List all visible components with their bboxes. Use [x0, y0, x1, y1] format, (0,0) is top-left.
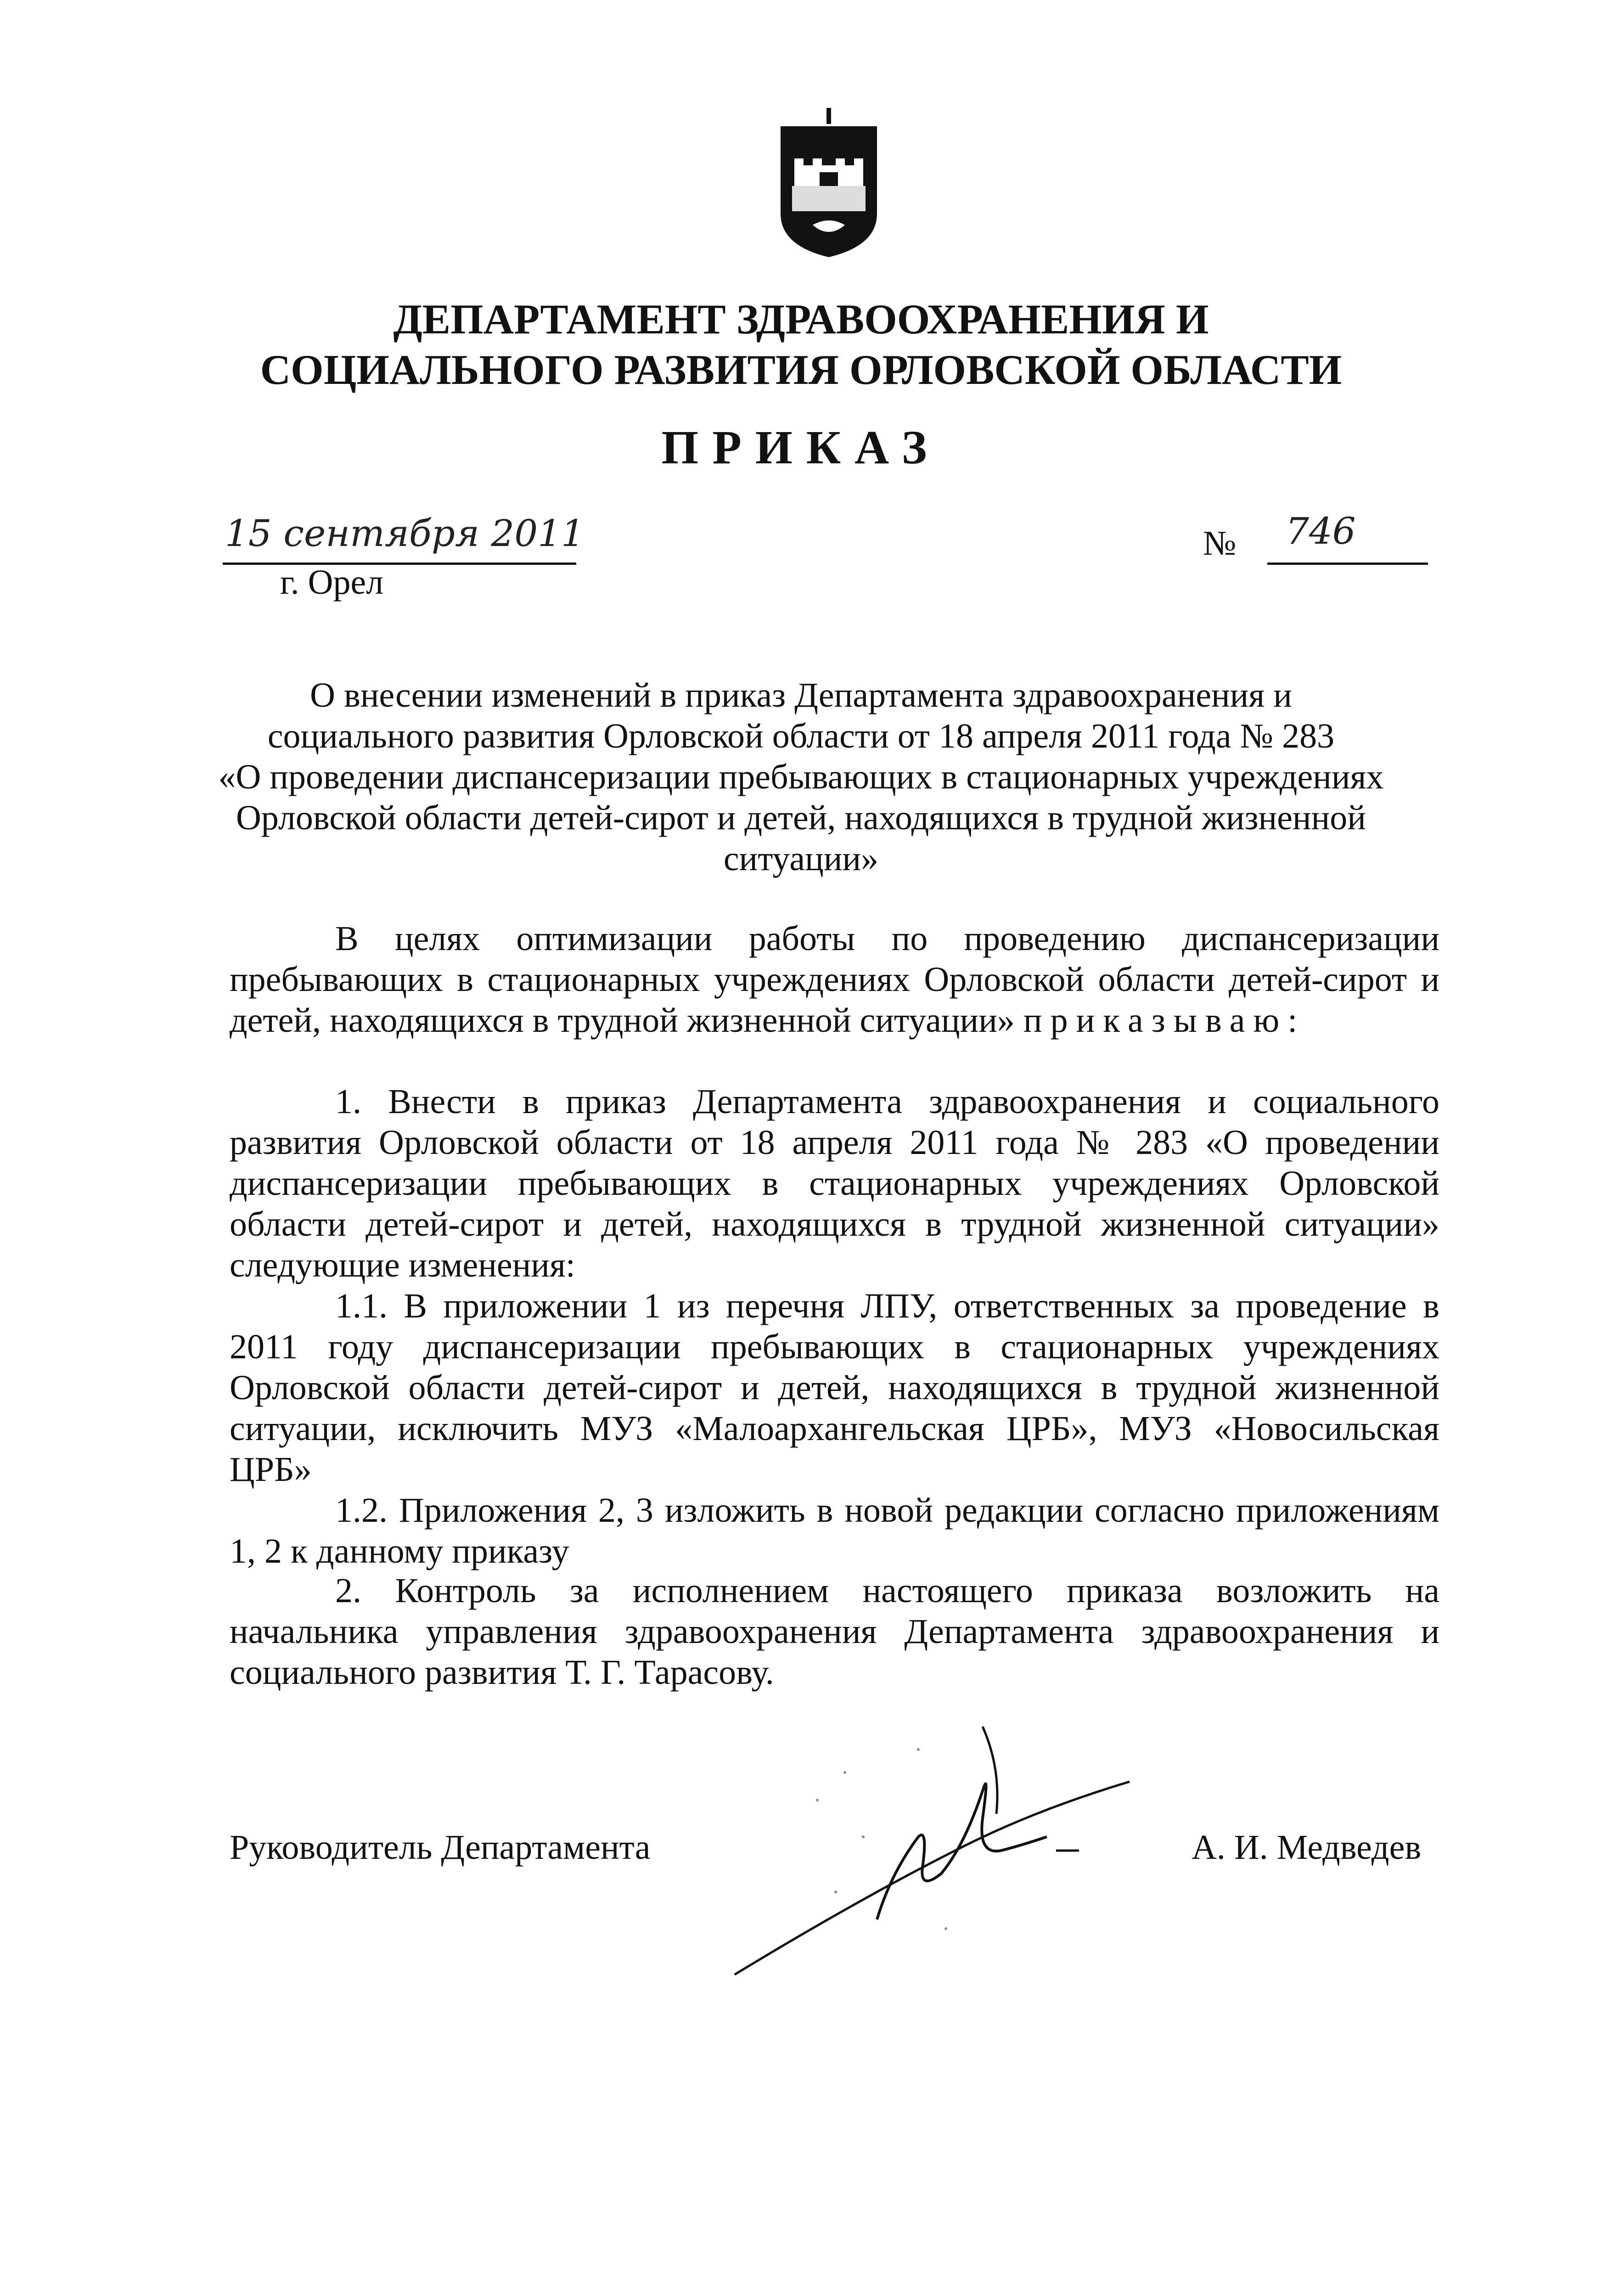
signatory-name: А. И. Медведев [1192, 1828, 1422, 1867]
item-1-1-paragraph: 1.1. В приложении 1 из перечня ЛПУ, ответственных за проведение в 2011 году диспансеризации пребывающих в стационарных учреждениях Орловской области детей-сирот и детей, находящихся в трудной жизненной ситуации, исключить МУЗ «Малоархангельская ЦРБ», МУЗ «Новосильская ЦРБ» [230, 1287, 1439, 1489]
number-label: № [1203, 524, 1237, 563]
signatory-position: Руководитель Департамента [230, 1828, 651, 1867]
header-line-1: ДЕПАРТАМЕНТ ЗДРАВООХРАНЕНИЯ И [393, 296, 1209, 343]
department-header [0, 294, 1602, 395]
item-1-2-paragraph: 1.2. Приложения 2, 3 изложить в новой редакции согласно приложениям 1, 2 к данному приказу [230, 1491, 1439, 1570]
city-label: г. Орел [280, 563, 384, 602]
date-underline [223, 563, 576, 565]
item-2-paragraph: 2. Контроль за исполнением настоящего приказа возложить на начальника управления здравоохранения Департамента здравоохранения и социального развития Т. Г. Тарасову. [230, 1571, 1439, 1692]
preamble-paragraph [230, 918, 1439, 1041]
coat-of-arms-emblem [776, 108, 882, 259]
title-line-3: «О проведении диспансеризации пребывающих в стационарных учреждениях [218, 758, 1384, 796]
handwritten-number: 746 [1286, 510, 1356, 552]
number-underline [1267, 563, 1428, 565]
item-1-paragraph: 1. Внести в приказ Департамента здравоохранения и социального развития Орловской области от 18 апреля 2011 года № 283 «О проведении диспансеризации пребывающих в стационарных учреждениях Орловской области детей-сирот и детей, находящихся в трудной жизненной ситуации» следующие изменения: [230, 1082, 1439, 1284]
title-line-4: Орловской области детей-сирот и детей, находящихся в трудной жизненной [236, 799, 1366, 837]
header-line-2: СОЦИАЛЬНОГО РАЗВИТИЯ ОРЛОВСКОЙ ОБЛАСТИ [260, 346, 1342, 393]
document-type-title: ПРИКАЗ [661, 421, 941, 474]
preamble-order-word: приказываю: [1023, 1001, 1306, 1040]
handwritten-signature [725, 1699, 1139, 1998]
order-title [0, 675, 1602, 879]
title-line-2: социального развития Орловской области от 18 апреля 2011 года № 283 [267, 717, 1335, 755]
preamble-text: В целях оптимизации работы по проведению диспансеризации пребывающих в стационарных учреждениях Орловской области детей-сирот и детей, находящихся в трудной жизненной ситуации» [230, 919, 1439, 1040]
title-line-5: ситуации» [723, 839, 879, 878]
title-line-1: О внесении изменений в приказ Департамента здравоохранения и [310, 676, 1292, 715]
handwritten-date: 15 сентября 2011 [225, 512, 585, 555]
